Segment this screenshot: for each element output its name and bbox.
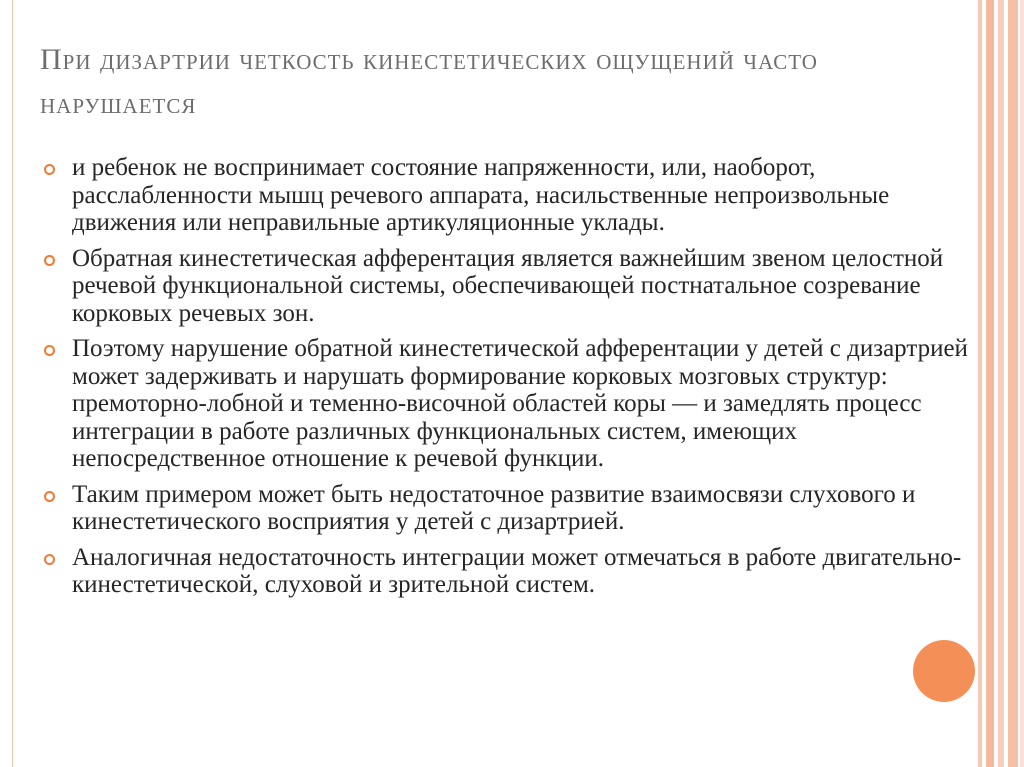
- bullet-circle-icon: [44, 345, 55, 356]
- bullet-item: [44, 335, 974, 473]
- bullet-text: Аналогичная недостаточность интеграции может отмечаться в работе двигательно-кинестетической, слуховой и зрительной систем.: [72, 543, 962, 598]
- bullet-text: Таким примером может быть недостаточное развитие взаимосвязи слухового и кинестетического восприятия у детей с дизартрией.: [72, 480, 916, 535]
- slide-title: При дизартрии четкость кинестетических ощущений часто нарушается: [40, 43, 818, 120]
- bullet-item: [44, 481, 974, 536]
- bullet-circle-icon: [44, 491, 55, 502]
- bullet-text: и ребенок не воспринимает состояние напряженности, или, наоборот, расслабленности мышц речевого аппарата, насильственные непроизвольные движения или неправильные артикуляционные уклады.: [72, 154, 890, 236]
- right-stripe: [1020, 0, 1024, 767]
- bullet-circle-icon: [44, 554, 55, 565]
- right-stripe: [998, 0, 1004, 767]
- bullet-item: [44, 544, 974, 599]
- bullet-circle-icon: [44, 255, 55, 266]
- right-stripe: [1008, 0, 1018, 767]
- bullet-text: Обратная кинестетическая афферентация является важнейшим звеном целостной речевой функциональной системы, обеспечивающей постнатальное созревание корковых речевых зон.: [72, 244, 944, 327]
- bullet-text: Поэтому нарушение обратной кинестетической афферентации у детей с дизартрией может задерживать и нарушать формирование корковых мозговых структур: премоторно-лобной и теменно-височной областей коры — и замедлять процесс интеграции в работе различных функциональных систем, имеющих непосредственное отношение к речевой функции.: [72, 335, 968, 472]
- bullet-list: [44, 154, 974, 607]
- bullet-circle-icon: [44, 164, 55, 175]
- bullet-item: [44, 245, 974, 328]
- orange-circle-icon: [913, 640, 975, 702]
- left-border-line: [12, 0, 13, 767]
- right-stripe: [986, 0, 994, 767]
- right-stripe: [978, 0, 982, 767]
- bullet-item: [44, 154, 974, 237]
